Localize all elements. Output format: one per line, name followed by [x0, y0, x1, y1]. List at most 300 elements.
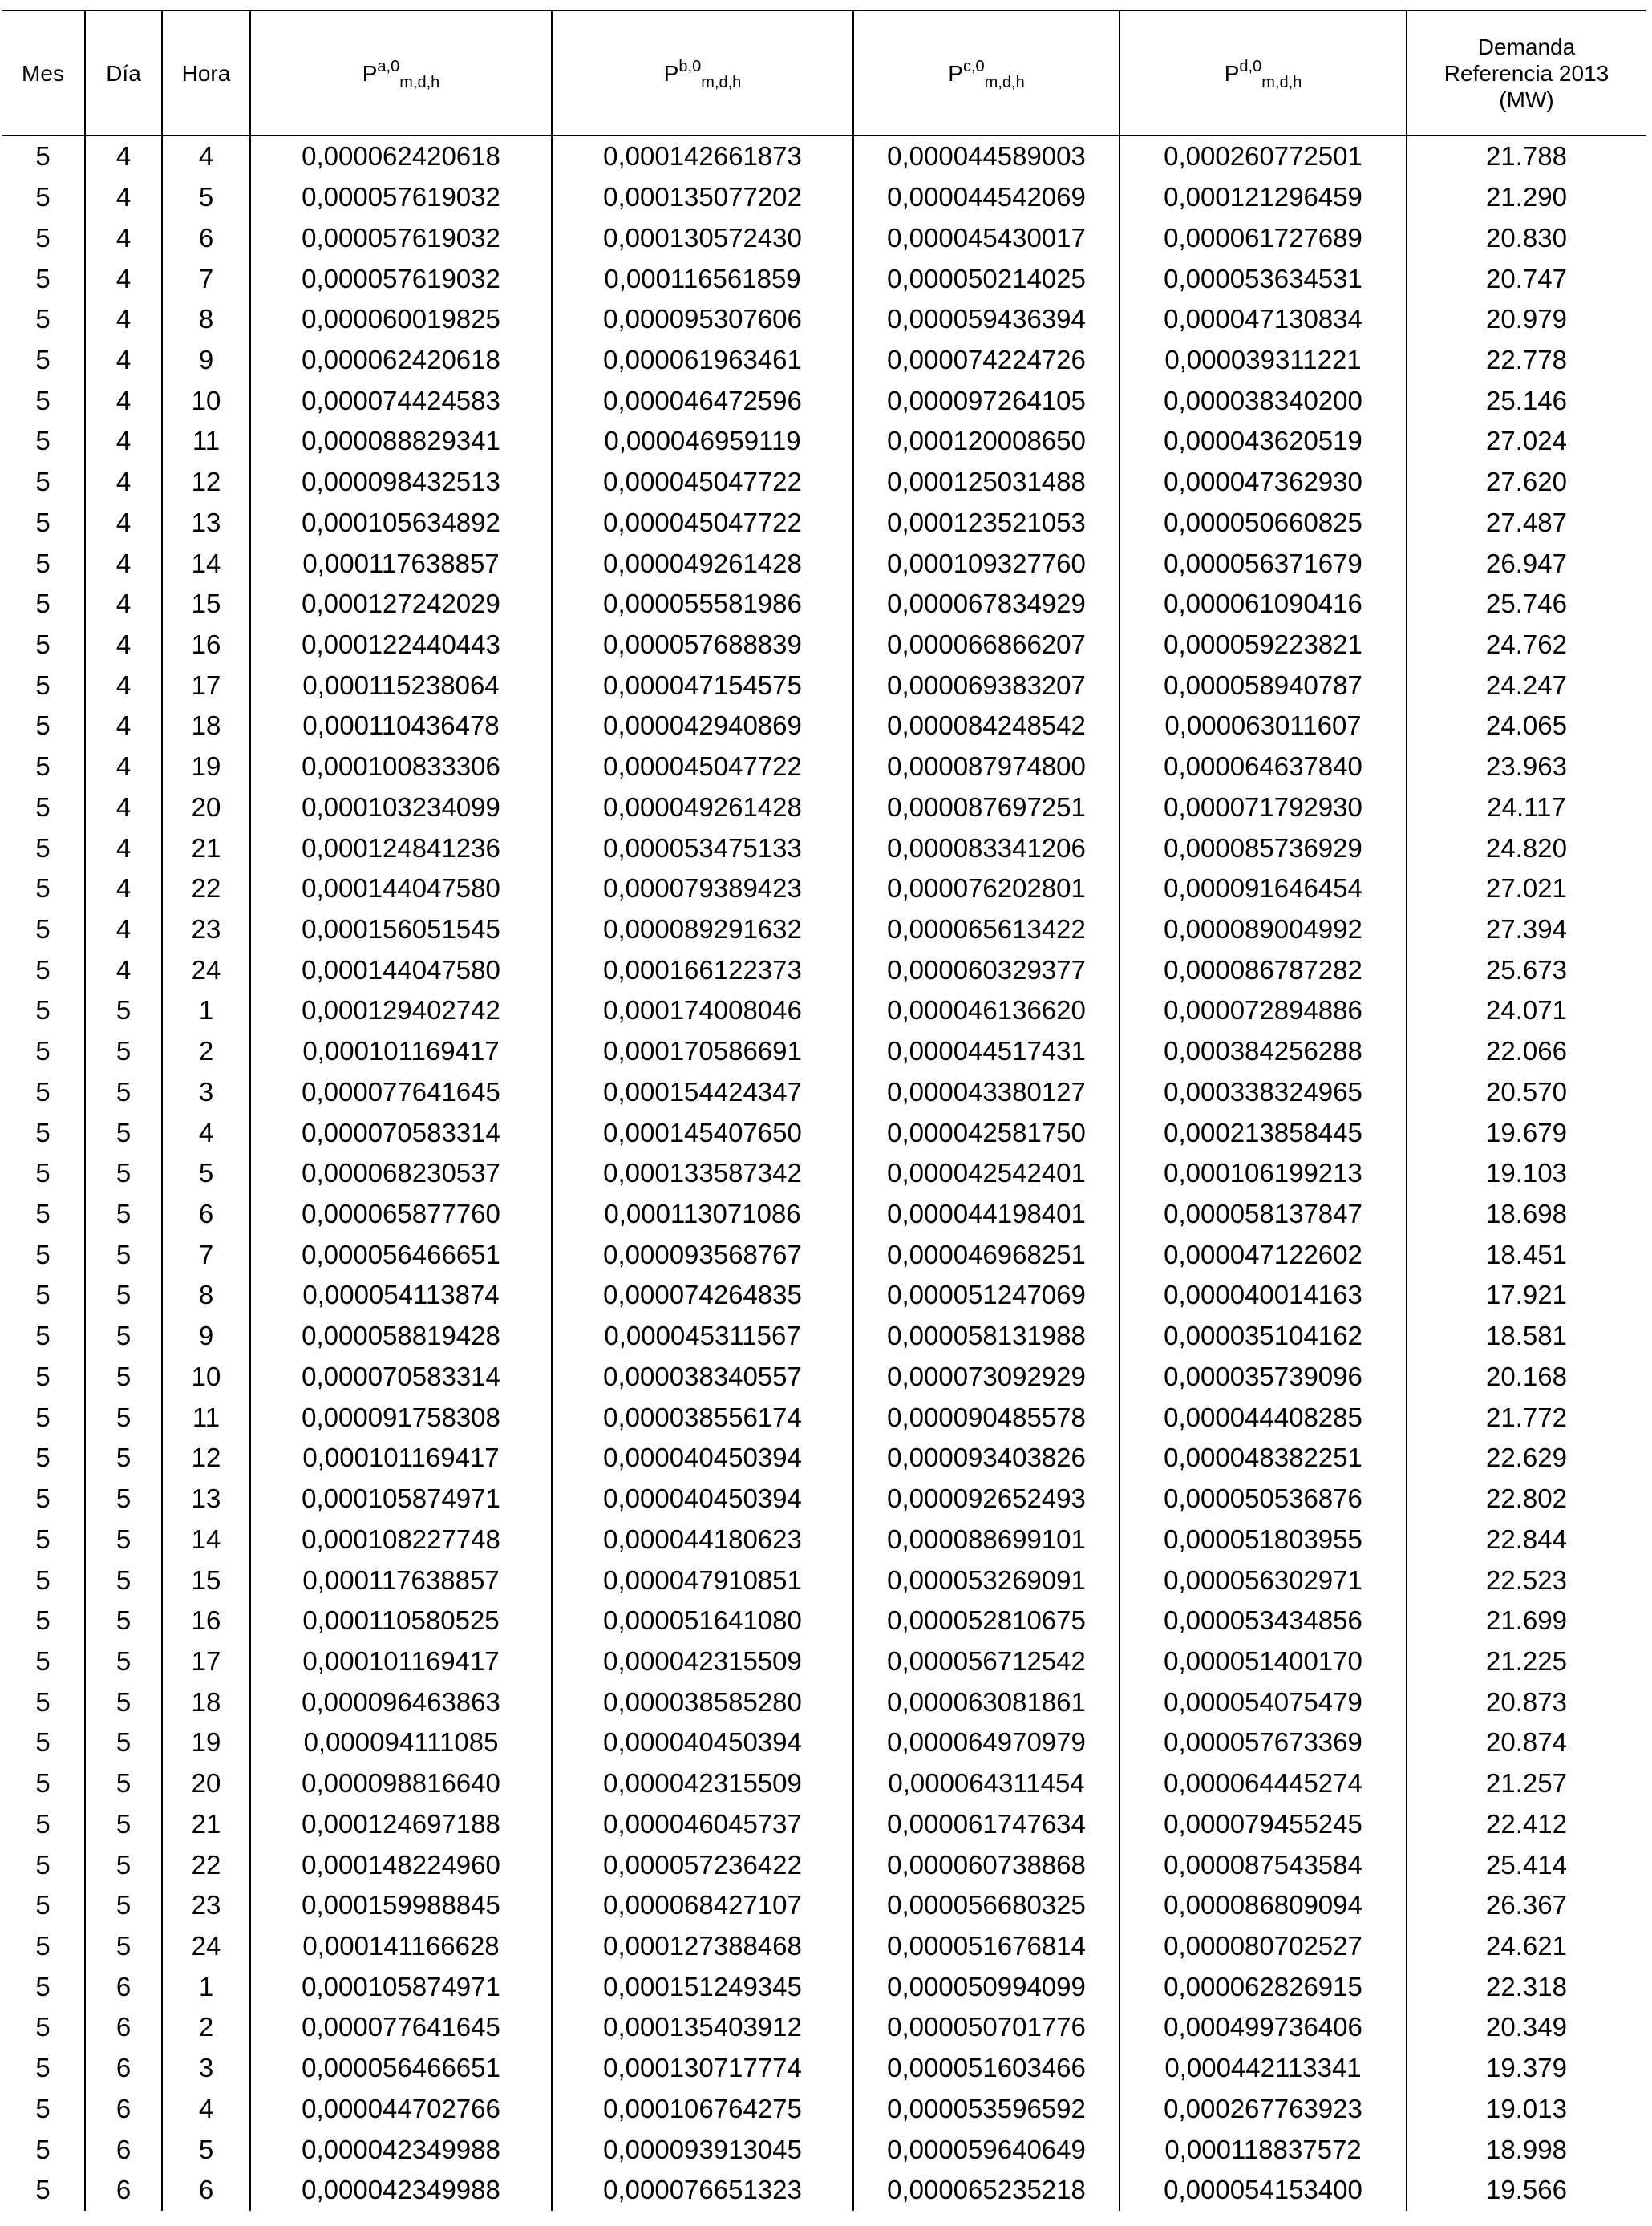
cell-pc: 0,000052810675 [853, 1601, 1120, 1641]
cell-dia: 4 [85, 421, 162, 462]
cell-mes: 5 [35, 1645, 51, 1676]
cell-hora: 4 [162, 2089, 250, 2130]
cell-pb: 0,000089291632 [552, 909, 853, 950]
cell-hora: 6 [162, 1194, 250, 1235]
cell-pa: 0,000156051545 [250, 909, 552, 950]
cell-pd: 0,000267763923 [1120, 2089, 1407, 2130]
cell-pd: 0,000056302971 [1120, 1560, 1407, 1601]
cell-mes: 5 [35, 182, 51, 212]
cell-pb: 0,000093568767 [552, 1234, 853, 1275]
cell-mes: 5 [35, 914, 51, 945]
cell-pd: 0,000064445274 [1120, 1763, 1407, 1804]
cell-pc: 0,000060329377 [853, 949, 1120, 990]
cell-dia: 4 [85, 949, 162, 990]
cell-pc: 0,000065235218 [853, 2170, 1120, 2211]
table-row [2, 380, 1646, 421]
cell-mes: 5 [35, 1768, 51, 1799]
cell-mes: 5 [35, 344, 51, 374]
cell-pb: 0,000061963461 [552, 340, 853, 381]
cell-pa: 0,000105634892 [250, 502, 552, 543]
cell-mes: 5 [35, 2175, 51, 2205]
cell-pc: 0,000051247069 [853, 1275, 1120, 1316]
cell-pc: 0,000059436394 [853, 299, 1120, 340]
cell-pb: 0,000145407650 [552, 1112, 853, 1153]
cell-demanda: 19.679 [1407, 1112, 1646, 1153]
cell-hora: 23 [162, 909, 250, 950]
cell-pd: 0,000047122602 [1120, 1234, 1407, 1275]
cell-pc: 0,000051603466 [853, 2048, 1120, 2089]
cell-demanda: 24.762 [1407, 625, 1646, 666]
cell-pa: 0,000044702766 [250, 2089, 552, 2130]
header-pb: P$^{b,0}_{m,d,h}$ [552, 10, 853, 136]
cell-pa: 0,000094111085 [250, 1722, 552, 1763]
table-row [2, 747, 1646, 787]
cell-pb: 0,000142661873 [552, 136, 853, 177]
cell-pa: 0,000065877760 [250, 1194, 552, 1235]
cell-hora: 2 [162, 2007, 250, 2048]
table-row [2, 1885, 1646, 1926]
cell-hora: 4 [162, 1112, 250, 1153]
cell-mes: 5 [35, 629, 51, 659]
cell-hora: 18 [162, 1682, 250, 1722]
cell-pc: 0,000073092929 [853, 1357, 1120, 1398]
cell-hora: 11 [162, 1397, 250, 1438]
cell-hora: 4 [162, 136, 250, 177]
cell-hora: 12 [162, 1438, 250, 1479]
cell-pb: 0,000074264835 [552, 1275, 853, 1316]
cell-demanda: 25.746 [1407, 584, 1646, 625]
cell-hora: 20 [162, 1763, 250, 1804]
cell-demanda: 20.979 [1407, 299, 1646, 340]
cell-pc: 0,000043380127 [853, 1072, 1120, 1113]
cell-pc: 0,000065613422 [853, 909, 1120, 950]
cell-pc: 0,000093403826 [853, 1438, 1120, 1479]
cell-pb: 0,000040450394 [552, 1722, 853, 1763]
cell-pb: 0,000038585280 [552, 1682, 853, 1722]
table-row [2, 1194, 1646, 1235]
cell-demanda: 22.778 [1407, 340, 1646, 381]
cell-demanda: 19.103 [1407, 1153, 1646, 1194]
cell-pb: 0,000076651323 [552, 2170, 853, 2211]
cell-pd: 0,000039311221 [1120, 340, 1407, 381]
cell-dia: 5 [85, 1234, 162, 1275]
cell-dia: 5 [85, 1316, 162, 1357]
cell-pd: 0,000118837572 [1120, 2129, 1407, 2170]
cell-hora: 5 [162, 177, 250, 218]
cell-pc: 0,000097264105 [853, 380, 1120, 421]
cell-hora: 17 [162, 665, 250, 706]
cell-pa: 0,000105874971 [250, 1966, 552, 2007]
cell-pa: 0,000057619032 [250, 258, 552, 299]
cell-pc: 0,000087974800 [853, 747, 1120, 787]
cell-pc: 0,000069383207 [853, 665, 1120, 706]
cell-mes: 5 [35, 1524, 51, 1554]
table-row [2, 1479, 1646, 1520]
cell-pb: 0,000047154575 [552, 665, 853, 706]
cell-mes: 5 [35, 1686, 51, 1717]
cell-dia: 4 [85, 217, 162, 258]
cell-pd: 0,000048382251 [1120, 1438, 1407, 1479]
cell-demanda: 20.830 [1407, 217, 1646, 258]
cell-pb: 0,000127388468 [552, 1926, 853, 1967]
cell-pb: 0,000166122373 [552, 949, 853, 990]
cell-pc: 0,000044542069 [853, 177, 1120, 218]
cell-pc: 0,000058131988 [853, 1316, 1120, 1357]
cell-pc: 0,000053596592 [853, 2089, 1120, 2130]
cell-pc: 0,000050214025 [853, 258, 1120, 299]
table-row [2, 1641, 1646, 1682]
table-row [2, 706, 1646, 747]
cell-mes: 5 [35, 710, 51, 741]
cell-pa: 0,000062420618 [250, 340, 552, 381]
cell-dia: 4 [85, 258, 162, 299]
cell-demanda: 27.620 [1407, 462, 1646, 503]
cell-demanda: 25.414 [1407, 1844, 1646, 1885]
cell-pb: 0,000151249345 [552, 1966, 853, 2007]
cell-pa: 0,000117638857 [250, 543, 552, 584]
table-row [2, 299, 1646, 340]
cell-hora: 24 [162, 1926, 250, 1967]
cell-dia: 6 [85, 2089, 162, 2130]
cell-hora: 19 [162, 747, 250, 787]
cell-dia: 4 [85, 828, 162, 868]
cell-dia: 5 [85, 1682, 162, 1722]
cell-pa: 0,000088829341 [250, 421, 552, 462]
cell-pc: 0,000051676814 [853, 1926, 1120, 1967]
cell-mes: 5 [35, 304, 51, 334]
table-row [2, 1601, 1646, 1641]
cell-pd: 0,000079455245 [1120, 1803, 1407, 1844]
cell-pa: 0,000103234099 [250, 787, 552, 828]
table-row [2, 543, 1646, 584]
cell-pa: 0,000115238064 [250, 665, 552, 706]
cell-pb: 0,000154424347 [552, 1072, 853, 1113]
table-row [2, 2170, 1646, 2211]
cell-pc: 0,000045430017 [853, 217, 1120, 258]
cell-demanda: 19.379 [1407, 2048, 1646, 2089]
cell-mes: 5 [35, 1564, 51, 1595]
cell-demanda: 20.747 [1407, 258, 1646, 299]
cell-pd: 0,000072894886 [1120, 990, 1407, 1031]
cell-pa: 0,000101169417 [250, 1438, 552, 1479]
cell-pa: 0,000110436478 [250, 706, 552, 747]
cell-pa: 0,000070583314 [250, 1112, 552, 1153]
table-row [2, 1519, 1646, 1560]
cell-pb: 0,000095307606 [552, 299, 853, 340]
cell-pb: 0,000170586691 [552, 1031, 853, 1072]
cell-hora: 21 [162, 1803, 250, 1844]
cell-hora: 24 [162, 949, 250, 990]
cell-pd: 0,000085736929 [1120, 828, 1407, 868]
cell-mes: 5 [35, 1321, 51, 1351]
cell-mes: 5 [35, 1443, 51, 1473]
table-row [2, 1926, 1646, 1967]
cell-dia: 6 [85, 2129, 162, 2170]
cell-hora: 11 [162, 421, 250, 462]
table-row [2, 1316, 1646, 1357]
cell-pb: 0,000079389423 [552, 868, 853, 909]
cell-pc: 0,000046136620 [853, 990, 1120, 1031]
cell-dia: 5 [85, 1926, 162, 1967]
table-row [2, 625, 1646, 666]
cell-pa: 0,000042349988 [250, 2129, 552, 2170]
cell-dia: 4 [85, 747, 162, 787]
cell-pb: 0,000051641080 [552, 1601, 853, 1641]
cell-pc: 0,000044517431 [853, 1031, 1120, 1072]
cell-demanda: 26.367 [1407, 1885, 1646, 1926]
cell-mes: 5 [35, 2093, 51, 2123]
cell-mes: 5 [35, 995, 51, 1026]
cell-pb: 0,000133587342 [552, 1153, 853, 1194]
table-row [2, 1234, 1646, 1275]
cell-pa: 0,000062420618 [250, 136, 552, 177]
table-row [2, 1112, 1646, 1153]
cell-pa: 0,000144047580 [250, 949, 552, 990]
cell-hora: 5 [162, 2129, 250, 2170]
cell-mes: 5 [35, 507, 51, 537]
cell-pd: 0,000086787282 [1120, 949, 1407, 990]
cell-dia: 5 [85, 990, 162, 1031]
table-row [2, 1153, 1646, 1194]
cell-dia: 6 [85, 2048, 162, 2089]
cell-pb: 0,000045047722 [552, 502, 853, 543]
cell-demanda: 22.629 [1407, 1438, 1646, 1479]
cell-pd: 0,000054075479 [1120, 1682, 1407, 1722]
cell-demanda: 27.394 [1407, 909, 1646, 950]
cell-mes: 5 [35, 1280, 51, 1310]
cell-demanda: 21.788 [1407, 136, 1646, 177]
cell-pd: 0,000058940787 [1120, 665, 1407, 706]
cell-dia: 4 [85, 909, 162, 950]
cell-pa: 0,000056466651 [250, 2048, 552, 2089]
cell-hora: 7 [162, 258, 250, 299]
cell-pd: 0,000058137847 [1120, 1194, 1407, 1235]
cell-dia: 6 [85, 1966, 162, 2007]
cell-pc: 0,000046968251 [853, 1234, 1120, 1275]
cell-dia: 5 [85, 1031, 162, 1072]
cell-pc: 0,000090485578 [853, 1397, 1120, 1438]
cell-pd: 0,000338324965 [1120, 1072, 1407, 1113]
cell-pd: 0,000057673369 [1120, 1722, 1407, 1763]
cell-pb: 0,000130717774 [552, 2048, 853, 2089]
table-row [2, 1031, 1646, 1072]
cell-mes: 5 [35, 2012, 51, 2042]
cell-pd: 0,000089004992 [1120, 909, 1407, 950]
cell-hora: 8 [162, 1275, 250, 1316]
cell-hora: 22 [162, 868, 250, 909]
cell-pc: 0,000066866207 [853, 625, 1120, 666]
cell-hora: 1 [162, 1966, 250, 2007]
cell-mes: 5 [35, 589, 51, 619]
cell-pa: 0,000122440443 [250, 625, 552, 666]
cell-dia: 4 [85, 502, 162, 543]
cell-pb: 0,000053475133 [552, 828, 853, 868]
header-pd: P$^{d,0}_{m,d,h}$ [1120, 10, 1407, 136]
cell-hora: 2 [162, 1031, 250, 1072]
cell-pb: 0,000068427107 [552, 1885, 853, 1926]
cell-pd: 0,000038340200 [1120, 380, 1407, 421]
table-row [2, 584, 1646, 625]
cell-pa: 0,000057619032 [250, 217, 552, 258]
cell-demanda: 27.024 [1407, 421, 1646, 462]
cell-pa: 0,000127242029 [250, 584, 552, 625]
cell-dia: 5 [85, 1112, 162, 1153]
cell-dia: 5 [85, 1397, 162, 1438]
cell-pd: 0,000106199213 [1120, 1153, 1407, 1194]
cell-pb: 0,000174008046 [552, 990, 853, 1031]
cell-pd: 0,000054153400 [1120, 2170, 1407, 2211]
cell-mes: 5 [35, 1199, 51, 1229]
cell-pd: 0,000035739096 [1120, 1357, 1407, 1398]
cell-pd: 0,000053634531 [1120, 258, 1407, 299]
table-row [2, 1275, 1646, 1316]
cell-dia: 4 [85, 543, 162, 584]
cell-mes: 5 [35, 1117, 51, 1147]
cell-pd: 0,000087543584 [1120, 1844, 1407, 1885]
cell-hora: 14 [162, 543, 250, 584]
cell-pc: 0,000044198401 [853, 1194, 1120, 1235]
cell-dia: 4 [85, 340, 162, 381]
cell-mes: 5 [35, 1971, 51, 2001]
table-row [2, 1682, 1646, 1722]
cell-pa: 0,000144047580 [250, 868, 552, 909]
cell-dia: 6 [85, 2007, 162, 2048]
cell-hora: 17 [162, 1641, 250, 1682]
cell-pc: 0,000063081861 [853, 1682, 1120, 1722]
cell-pd: 0,000053434856 [1120, 1601, 1407, 1641]
table-row [2, 1560, 1646, 1601]
cell-pa: 0,000098432513 [250, 462, 552, 503]
table-row [2, 1844, 1646, 1885]
cell-pb: 0,000049261428 [552, 787, 853, 828]
cell-pd: 0,000091646454 [1120, 868, 1407, 909]
cell-demanda: 26.947 [1407, 543, 1646, 584]
table-row [2, 909, 1646, 950]
cell-pc: 0,000083341206 [853, 828, 1120, 868]
table-row [2, 990, 1646, 1031]
cell-demanda: 22.523 [1407, 1560, 1646, 1601]
cell-mes: 5 [35, 1239, 51, 1269]
cell-mes: 5 [35, 1076, 51, 1107]
table-row [2, 421, 1646, 462]
table-row [2, 462, 1646, 503]
cell-hora: 20 [162, 787, 250, 828]
cell-pa: 0,000077641645 [250, 1072, 552, 1113]
cell-pd: 0,000056371679 [1120, 543, 1407, 584]
cell-mes: 5 [35, 1483, 51, 1514]
table-row [2, 1722, 1646, 1763]
cell-demanda: 21.772 [1407, 1397, 1646, 1438]
cell-demanda: 22.844 [1407, 1519, 1646, 1560]
cell-mes: 5 [35, 873, 51, 904]
cell-mes: 5 [35, 141, 51, 172]
cell-dia: 6 [85, 2170, 162, 2211]
cell-hora: 22 [162, 1844, 250, 1885]
cell-pa: 0,000056466651 [250, 1234, 552, 1275]
cell-demanda: 20.873 [1407, 1682, 1646, 1722]
cell-pa: 0,000101169417 [250, 1641, 552, 1682]
cell-pa: 0,000159988845 [250, 1885, 552, 1926]
table-row [2, 2007, 1646, 2048]
cell-dia: 5 [85, 1275, 162, 1316]
cell-demanda: 19.566 [1407, 2170, 1646, 2211]
cell-demanda: 24.065 [1407, 706, 1646, 747]
cell-dia: 5 [85, 1194, 162, 1235]
cell-pa: 0,000148224960 [250, 1844, 552, 1885]
cell-pc: 0,000061747634 [853, 1803, 1120, 1844]
cell-pa: 0,000042349988 [250, 2170, 552, 2211]
cell-mes: 5 [35, 1727, 51, 1758]
cell-pd: 0,000061727689 [1120, 217, 1407, 258]
cell-pb: 0,000038556174 [552, 1397, 853, 1438]
header-pc: P$^{c,0}_{m,d,h}$ [853, 10, 1120, 136]
cell-demanda: 22.802 [1407, 1479, 1646, 1520]
cell-pb: 0,000042315509 [552, 1763, 853, 1804]
cell-pb: 0,000049261428 [552, 543, 853, 584]
cell-hora: 16 [162, 1601, 250, 1641]
cell-pc: 0,000088699101 [853, 1519, 1120, 1560]
cell-hora: 12 [162, 462, 250, 503]
table-row [2, 177, 1646, 218]
cell-dia: 5 [85, 1601, 162, 1641]
cell-pb: 0,000046959119 [552, 421, 853, 462]
cell-dia: 5 [85, 1763, 162, 1804]
cell-pc: 0,000125031488 [853, 462, 1120, 503]
cell-dia: 4 [85, 584, 162, 625]
cell-pb: 0,000038340557 [552, 1357, 853, 1398]
cell-mes: 5 [35, 670, 51, 700]
cell-pa: 0,000105874971 [250, 1479, 552, 1520]
cell-dia: 4 [85, 706, 162, 747]
cell-pb: 0,000045047722 [552, 462, 853, 503]
table-row [2, 787, 1646, 828]
cell-hora: 9 [162, 1316, 250, 1357]
cell-dia: 5 [85, 1072, 162, 1113]
cell-hora: 3 [162, 1072, 250, 1113]
cell-demanda: 19.013 [1407, 2089, 1646, 2130]
cell-hora: 15 [162, 584, 250, 625]
cell-dia: 4 [85, 380, 162, 421]
cell-dia: 5 [85, 1885, 162, 1926]
cell-pb: 0,000044180623 [552, 1519, 853, 1560]
cell-hora: 8 [162, 299, 250, 340]
cell-mes: 5 [35, 1808, 51, 1839]
cell-pa: 0,000117638857 [250, 1560, 552, 1601]
cell-pa: 0,000054113874 [250, 1275, 552, 1316]
cell-pa: 0,000068230537 [250, 1153, 552, 1194]
cell-hora: 13 [162, 502, 250, 543]
cell-demanda: 24.820 [1407, 828, 1646, 868]
cell-demanda: 21.257 [1407, 1763, 1646, 1804]
cell-demanda: 21.699 [1407, 1601, 1646, 1641]
cell-demanda: 24.247 [1407, 665, 1646, 706]
cell-pa: 0,000124697188 [250, 1803, 552, 1844]
cell-pc: 0,000109327760 [853, 543, 1120, 584]
cell-dia: 5 [85, 1153, 162, 1194]
cell-pc: 0,000064311454 [853, 1763, 1120, 1804]
cell-pd: 0,000051400170 [1120, 1641, 1407, 1682]
cell-pc: 0,000060738868 [853, 1844, 1120, 1885]
cell-pd: 0,000384256288 [1120, 1031, 1407, 1072]
table-row [2, 340, 1646, 381]
cell-mes: 5 [35, 426, 51, 456]
cell-pd: 0,000040014163 [1120, 1275, 1407, 1316]
cell-pd: 0,000044408285 [1120, 1397, 1407, 1438]
cell-pa: 0,000124841236 [250, 828, 552, 868]
cell-pb: 0,000042315509 [552, 1641, 853, 1682]
cell-pd: 0,000062826915 [1120, 1966, 1407, 2007]
cell-mes: 5 [35, 2053, 51, 2083]
